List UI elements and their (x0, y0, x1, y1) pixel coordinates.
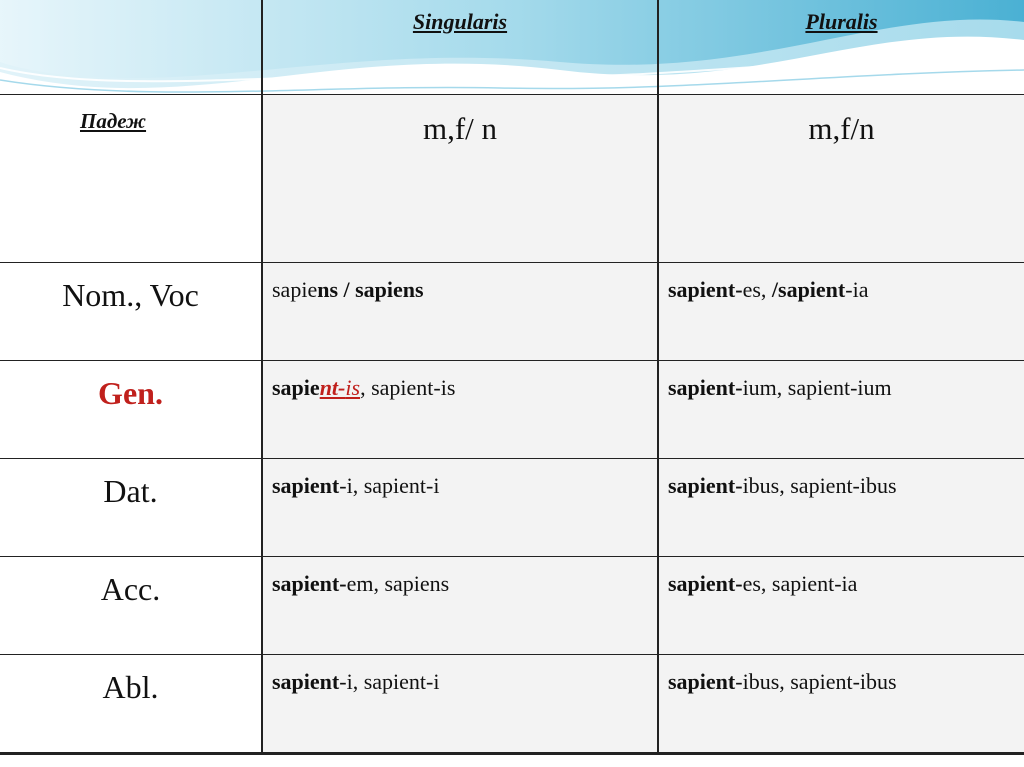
singular-form: sapient-i, sapient-i (272, 473, 440, 498)
plural-form: sapient-ium, sapient-ium (668, 375, 892, 400)
plural-form-cell (658, 361, 1024, 459)
case-cell (0, 557, 262, 655)
case-cell (0, 655, 262, 754)
case-name: Abl. (102, 669, 159, 705)
singular-form: sapient-is, sapient-is (272, 375, 456, 400)
plural-form: sapient-ibus, sapient-ibus (668, 473, 897, 498)
table-header-row (0, 0, 1024, 95)
case-name: Nom., Voc (62, 277, 199, 313)
singular-form-cell (262, 263, 658, 361)
plural-form-cell (658, 557, 1024, 655)
case-name: Dat. (103, 473, 158, 509)
table-row-acc (0, 557, 1024, 655)
case-name: Gen. (98, 375, 163, 411)
header-plural-cell (658, 0, 1024, 95)
singular-form-cell (262, 361, 658, 459)
header-empty-cell (0, 0, 262, 95)
case-name: Acc. (100, 571, 161, 607)
table-row-gen (0, 361, 1024, 459)
plural-form-cell (658, 655, 1024, 754)
header-singular: Singularis (412, 9, 508, 34)
case-label-cell (0, 95, 262, 263)
gender-singular: m,f/ n (422, 111, 498, 146)
plural-form-cell (658, 459, 1024, 557)
gender-plural: m,f/n (808, 111, 875, 146)
singular-form: sapient-i, sapient-i (272, 669, 440, 694)
table-row-dat (0, 459, 1024, 557)
gender-row (0, 95, 1024, 263)
singular-form-cell (262, 459, 658, 557)
plural-form: sapient-es, sapient-ia (668, 571, 858, 596)
case-column-label: Падеж (80, 109, 147, 133)
plural-form-cell (658, 263, 1024, 361)
case-cell (0, 459, 262, 557)
plural-form: sapient-ibus, sapient-ibus (668, 669, 897, 694)
gender-plural-cell (658, 95, 1024, 263)
singular-form: sapient-em, sapiens (272, 571, 450, 596)
singular-form: sapiens / sapiens (272, 277, 424, 302)
case-cell (0, 263, 262, 361)
table-row-nom-voc (0, 263, 1024, 361)
singular-form-cell (262, 655, 658, 754)
plural-form: sapient-es, /sapient-ia (668, 277, 869, 302)
table-row-abl (0, 655, 1024, 754)
header-plural: Pluralis (805, 9, 878, 34)
singular-form-cell (262, 557, 658, 655)
gender-singular-cell (262, 95, 658, 263)
case-cell (0, 361, 262, 459)
header-singular-cell (262, 0, 658, 95)
highlighted-ending: nt-is (319, 375, 361, 400)
